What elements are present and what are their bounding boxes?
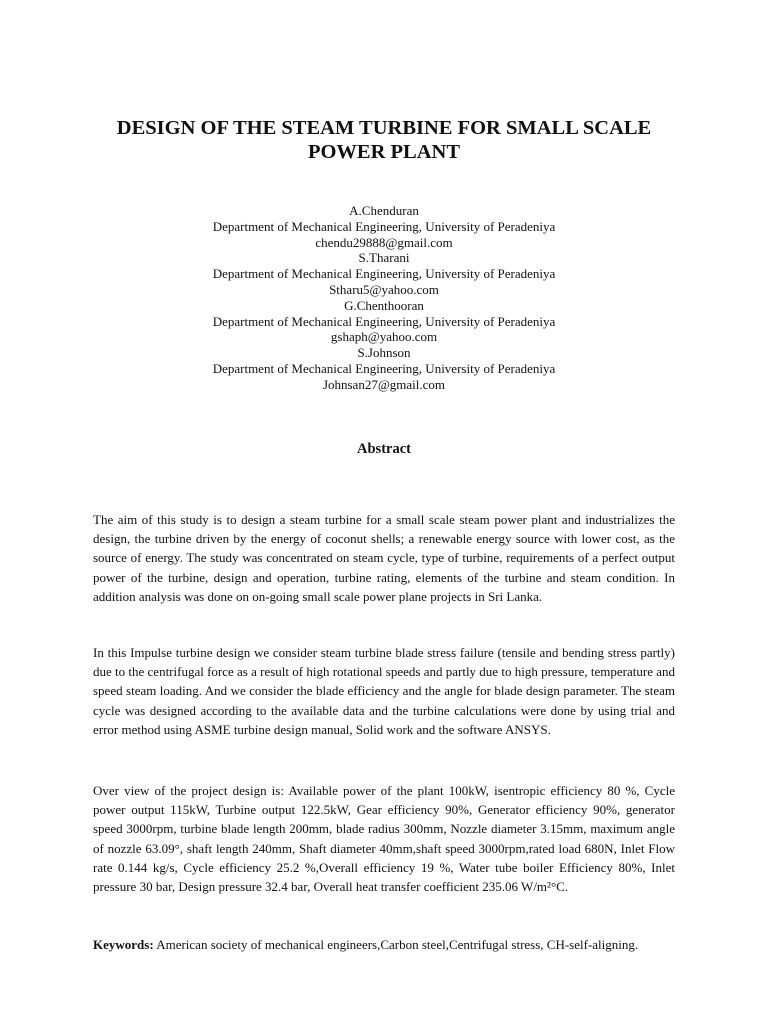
abstract-paragraph-3: Over view of the project design is: Available power of the plant 100kW, isentropic efficiency 80 %, Cycle power output 115kW, Turbine output 122.5kW, Gear efficiency 90%, Generator efficiency 90%, generator speed 3000rpm, turbine blade length 200mm, blade radius 300mm, Nozzle diameter 3.15mm, maximum angle of nozzle 63.09°, shaft length 240mm, Shaft diameter 40mm,shaft speed 3000rpm,rated load 680N, Inlet Flow rate 0.144 kg/s, Cycle efficiency 25.2 %,Overall efficiency 19 %, Water tube boiler Efficiency 80%, Inlet pressure 30 bar, Design pressure 32.4 bar, Overall heat transfer coefficient 235.06 W/m²°C. bbox=[93, 783, 675, 895]
abstract-paragraph-1: The aim of this study is to design a steam turbine for a small scale steam power plant and industrializes the design, the turbine driven by the energy of coconut shells; a renewable energy source with lower cost, as the source of energy. The study was concentrated on steam cycle, type of turbine, requirements of a perfect output power of the turbine, design and operation, turbine rating, elements of the turbine and steam condition. In addition analysis was done on on-going small scale power plane projects in Sri Lanka. bbox=[93, 512, 675, 604]
author-email[interactable]: Stharu5@yahoo.com bbox=[329, 281, 439, 297]
keywords-paragraph bbox=[93, 935, 675, 954]
author-block bbox=[84, 203, 684, 250]
keywords-text: American society of mechanical engineers,Carbon steel,Centrifugal stress, CH-self-aligning. bbox=[153, 937, 639, 952]
abstract-heading: Abstract bbox=[357, 441, 411, 457]
author-block bbox=[84, 298, 684, 345]
author-affiliation: Department of Mechanical Engineering, University of Peradeniya bbox=[212, 218, 556, 234]
abstract-paragraph-2: In this Impulse turbine design we consider steam turbine blade stress failure (tensile and bending stress partly) due to the centrifugal force as a result of high rotational speeds and partly due to high pressure, temperature and speed steam loading. And we consider the blade efficiency and the angle for blade design parameter. The steam cycle was designed according to the available data and the turbine calculations were done by using trial and error method using ASME turbine design manual, Solid work and the software ANSYS. bbox=[93, 645, 675, 737]
paper-title bbox=[60, 116, 708, 164]
author-email[interactable]: chendu29888@gmail.com bbox=[315, 234, 453, 250]
keywords-label: Keywords: bbox=[93, 937, 154, 952]
author-name: S.Johnson bbox=[357, 345, 411, 361]
author-email[interactable]: Johnsan27@gmail.com bbox=[322, 376, 446, 392]
author-name: A.Chenduran bbox=[349, 203, 419, 218]
author-block bbox=[84, 250, 684, 297]
author-name: S.Tharani bbox=[358, 250, 410, 266]
author-email[interactable]: gshaph@yahoo.com bbox=[330, 329, 438, 345]
author-list bbox=[84, 203, 684, 393]
author-affiliation: Department of Mechanical Engineering, University of Peradeniya bbox=[212, 360, 556, 376]
title-line-2: POWER PLANT bbox=[307, 141, 461, 163]
author-name: G.Chenthooran bbox=[344, 297, 424, 313]
author-affiliation: Department of Mechanical Engineering, University of Peradeniya bbox=[212, 313, 556, 329]
author-affiliation: Department of Mechanical Engineering, University of Peradeniya bbox=[212, 266, 556, 282]
author-block bbox=[84, 345, 684, 392]
title-line-1: DESIGN OF THE STEAM TURBINE FOR SMALL SCALE bbox=[116, 117, 652, 139]
